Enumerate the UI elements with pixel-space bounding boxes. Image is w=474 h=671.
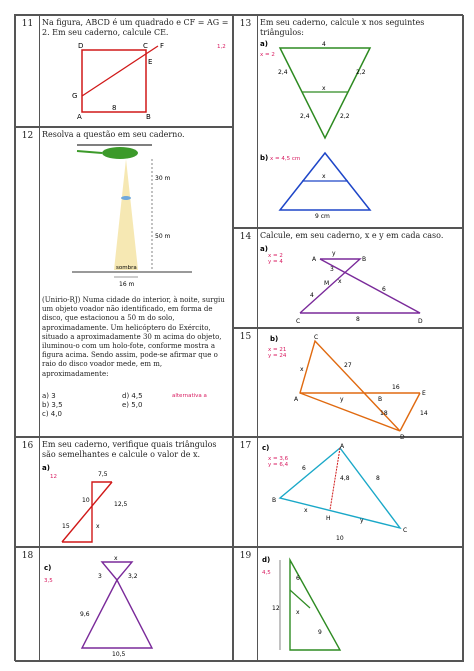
vertex-d: D bbox=[400, 434, 405, 441]
square-abcd bbox=[82, 50, 146, 112]
question-15 bbox=[233, 328, 464, 441]
question-19 bbox=[233, 547, 464, 662]
altitude-ah bbox=[330, 448, 340, 510]
question-intro: Resolva a questão em seu caderno. bbox=[42, 130, 185, 139]
note-y: y = 4 bbox=[268, 259, 283, 265]
value-10: 10 bbox=[336, 535, 344, 542]
part-label: c) bbox=[262, 444, 270, 452]
note-y: y = 24 bbox=[268, 353, 287, 359]
question-text: Em seu caderno, calcule x nos seguintes triângulos: bbox=[260, 18, 425, 37]
vertex-c: C bbox=[314, 334, 319, 341]
question-number: 19 bbox=[234, 548, 258, 661]
value-x: x bbox=[296, 609, 300, 616]
question-number: 11 bbox=[16, 16, 40, 126]
value-6: 6 bbox=[302, 465, 306, 472]
point-g-label: G bbox=[72, 92, 78, 100]
question-13 bbox=[233, 15, 464, 228]
part-b-label: b) bbox=[260, 154, 269, 162]
problem-statement: (Unirio-RJ) Numa cidade do interior, à noite, surgiu um objeto voador não identificado, em forma de disco, que estacionou a 50 m do solo, aproximadamente. Um helicóptero do Exército, situado a aproximadamente 30 m acima do objeto, iluminou-o com um holo-fote, conforme mostra a figura acima. Sendo assim, pode-se afirmar que o raio do disco voador mede, em m, aproximadamente: bbox=[42, 296, 225, 378]
value-10-5: 10,5 bbox=[112, 651, 126, 658]
right-triangle-figure bbox=[260, 440, 460, 545]
vertex-d: D bbox=[418, 318, 423, 325]
note-x: x = 3,6 bbox=[268, 456, 289, 462]
triangle-purple-2 bbox=[300, 259, 420, 313]
value-x: x bbox=[96, 523, 100, 530]
value-8: 8 bbox=[356, 316, 360, 323]
value-4: 4 bbox=[310, 292, 314, 299]
helicopter-figure bbox=[42, 140, 232, 290]
question-16 bbox=[15, 437, 233, 547]
value-x: x bbox=[304, 507, 308, 514]
vertex-b: B bbox=[272, 497, 277, 504]
base-length: 9 cm bbox=[315, 213, 330, 220]
option-d: d) 4,5 bbox=[122, 392, 143, 400]
question-text: Em seu caderno, verifique quais triângulos são semelhantes e calcule o valor de x. bbox=[42, 440, 217, 459]
note-y: y = 6,4 bbox=[268, 462, 289, 468]
answer-note: 12 bbox=[50, 474, 57, 480]
vertex-a: A bbox=[312, 256, 317, 263]
helicopter-tail bbox=[77, 151, 102, 153]
shadow-label: sombra bbox=[116, 265, 137, 271]
part-a-label: a) bbox=[260, 40, 268, 48]
note-x: x = 2 bbox=[268, 253, 283, 259]
part-label: d) bbox=[262, 556, 271, 564]
triangles-figure bbox=[260, 331, 460, 441]
vertex-a: A bbox=[294, 396, 299, 403]
question-18 bbox=[15, 547, 233, 662]
vertex-e: E bbox=[422, 390, 426, 397]
question-number: 14 bbox=[234, 229, 258, 327]
vertex-d-label: D bbox=[78, 42, 84, 50]
triangle-orange bbox=[300, 341, 400, 431]
value-18: 18 bbox=[380, 410, 388, 417]
value-y: y bbox=[340, 396, 344, 403]
question-text: Calcule, em seu caderno, x e y em cada caso. bbox=[260, 231, 444, 240]
question-number: 13 bbox=[234, 16, 258, 227]
foot-h: H bbox=[326, 515, 331, 522]
side-right-upper: 2,2 bbox=[356, 69, 366, 76]
question-11 bbox=[15, 15, 233, 127]
label-50m: 50 m bbox=[155, 233, 171, 240]
value-x: x bbox=[338, 278, 342, 285]
value-8: 8 bbox=[376, 475, 380, 482]
vertex-b: B bbox=[362, 256, 367, 263]
value-x: x bbox=[114, 555, 118, 562]
crossed-triangles bbox=[260, 241, 460, 326]
value-27: 27 bbox=[344, 362, 352, 369]
question-12 bbox=[15, 127, 233, 437]
value-9-6: 9,6 bbox=[80, 611, 90, 618]
vertex-c: C bbox=[403, 527, 408, 534]
option-a: a) 3 bbox=[42, 392, 56, 400]
part-b-note: x = 4,5 cm bbox=[270, 156, 301, 162]
side-length-label: 8 bbox=[112, 104, 117, 112]
option-b: b) 3,5 bbox=[42, 401, 63, 409]
helicopter-body bbox=[102, 147, 138, 159]
part-label: a) bbox=[260, 245, 268, 253]
triangle-green bbox=[290, 560, 340, 650]
question-number: 18 bbox=[16, 548, 40, 661]
question-14 bbox=[233, 228, 464, 328]
light-beam bbox=[114, 159, 138, 270]
triangles-figure bbox=[260, 38, 460, 218]
vertex-a: A bbox=[340, 443, 345, 450]
question-text: Na figura, ABCD é um quadrado e CF = AG = 2. Em seu caderno, calcule CE. bbox=[42, 18, 229, 37]
answer-note: alternativa a bbox=[172, 393, 207, 399]
value-16: 16 bbox=[392, 384, 400, 391]
side-right-lower: 2,2 bbox=[340, 113, 350, 120]
value-9: 9 bbox=[318, 629, 322, 636]
question-number: 15 bbox=[234, 329, 258, 436]
value-x: x bbox=[300, 366, 304, 373]
label-16m: 16 m bbox=[119, 281, 135, 288]
value-12-5: 12,5 bbox=[114, 501, 128, 508]
triangles-figure bbox=[42, 550, 232, 660]
value-3-2: 3,2 bbox=[128, 573, 138, 580]
triangle-abc bbox=[280, 448, 400, 528]
point-e-label: E bbox=[148, 58, 153, 66]
value-x: x bbox=[322, 173, 326, 180]
vertex-b: B bbox=[378, 396, 383, 403]
answer-note: 3,5 bbox=[44, 578, 53, 584]
value-4-8: 4,8 bbox=[340, 475, 350, 482]
answer-note: 4,5 bbox=[262, 570, 271, 576]
option-e: e) 5,0 bbox=[122, 401, 143, 409]
value-3: 3 bbox=[330, 266, 334, 273]
question-17 bbox=[233, 437, 464, 547]
value-6: 6 bbox=[296, 575, 300, 582]
part-label: c) bbox=[44, 564, 52, 572]
diagonal bbox=[62, 482, 112, 542]
side-left-upper: 2,4 bbox=[278, 69, 288, 76]
point-f-label: F bbox=[160, 42, 165, 50]
triangle-a bbox=[280, 48, 370, 138]
side-left-lower: 2,4 bbox=[300, 113, 310, 120]
label-30m: 30 m bbox=[155, 175, 171, 182]
vertex-b-label: B bbox=[146, 113, 151, 121]
value-y: y bbox=[360, 517, 364, 524]
vertex-a-label: A bbox=[77, 113, 82, 121]
note-x: x = 21 bbox=[268, 347, 287, 353]
disc-ufo bbox=[121, 196, 131, 200]
question-number: 17 bbox=[234, 438, 258, 546]
point-m: M bbox=[324, 280, 330, 287]
worksheet bbox=[14, 14, 463, 661]
answer-note: 1,2 bbox=[217, 44, 226, 50]
square-figure bbox=[42, 40, 232, 120]
part-label: a) bbox=[42, 464, 50, 472]
option-c: c) 4,0 bbox=[42, 410, 62, 418]
segment-ed bbox=[400, 393, 420, 431]
question-number: 12 bbox=[16, 128, 40, 436]
side-top: 4 bbox=[322, 41, 326, 48]
value-14: 14 bbox=[420, 410, 428, 417]
value-y: y bbox=[332, 250, 336, 257]
value-10: 10 bbox=[82, 497, 90, 504]
part-a-note: x = 2 bbox=[260, 52, 275, 58]
value-15: 15 bbox=[62, 523, 70, 530]
vertex-c-label: C bbox=[143, 42, 148, 50]
value-7-5: 7,5 bbox=[98, 471, 108, 478]
value-3: 3 bbox=[98, 573, 102, 580]
value-12: 12 bbox=[272, 605, 280, 612]
question-number: 16 bbox=[16, 438, 40, 546]
large-triangle bbox=[82, 580, 152, 648]
value-x: x bbox=[322, 85, 326, 92]
inner-segment bbox=[290, 590, 310, 608]
value-6: 6 bbox=[382, 286, 386, 293]
triangles-figure bbox=[42, 462, 232, 547]
right-triangle-figure bbox=[260, 550, 460, 660]
vertex-c: C bbox=[296, 318, 301, 325]
part-label: b) bbox=[270, 335, 279, 343]
